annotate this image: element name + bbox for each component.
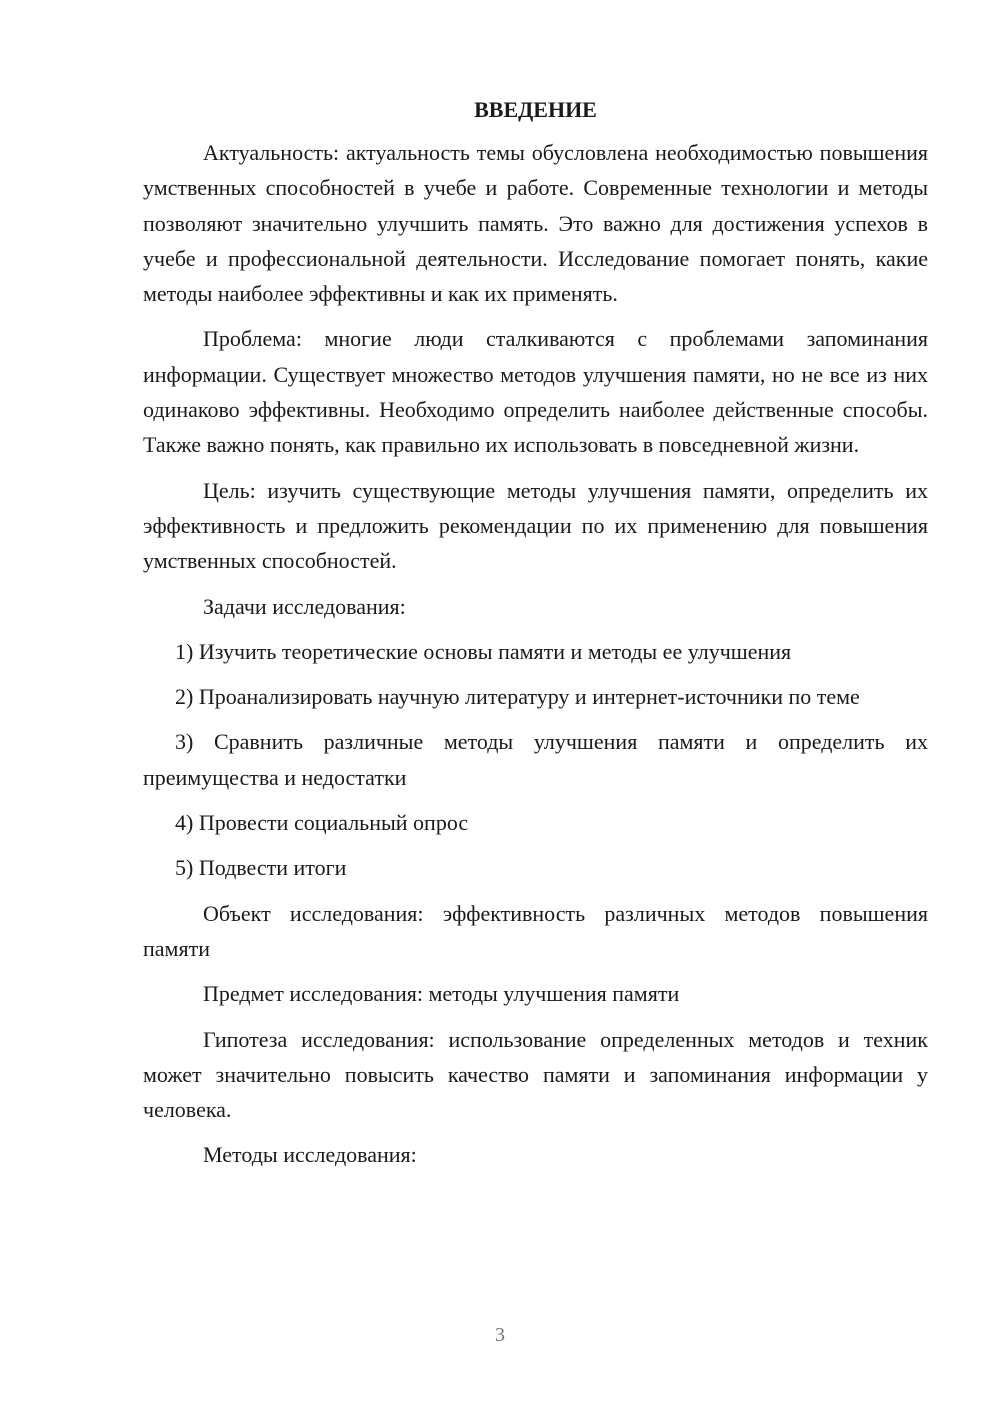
task-item: 2) Проанализировать научную литературу и интернет-источники по теме — [175, 684, 860, 710]
object-paragraph: Объект исследования: эффективность различных методов повышения памяти — [143, 900, 928, 961]
task-item: 5) Подвести итоги — [175, 855, 347, 881]
methods-heading: Методы исследования: — [203, 1142, 417, 1168]
task-item: 1) Изучить теоретические основы памяти и методы ее улучшения — [175, 638, 792, 664]
relevance-paragraph: Актуальность: актуальность темы обусловлена необходимостью повышения умственных способностей в учебе и работе. Современные технологии и методы позволяют значительно улучшить память. Это важно для достижения успехов в учебе и профессиональной деятельности. Исследование помогает понять, какие методы наиболее эффективны и как их применять. — [143, 140, 928, 307]
tasks-heading: Задачи исследования: — [203, 593, 406, 619]
page-number: 3 — [495, 1324, 505, 1346]
task-item: 4) Провести социальный опрос — [175, 810, 469, 836]
tasks-list — [143, 634, 928, 886]
goal-paragraph: Цель: изучить существующие методы улучшения памяти, определить их эффективность и предложить рекомендации по их применению для повышения умственных способностей. — [143, 477, 928, 574]
problem-paragraph: Проблема: многие люди сталкиваются с проблемами запоминания информации. Существует множество методов улучшения памяти, но не все из них одинаково эффективны. Необходимо определить наиболее действенные способы. Также важно понять, как правильно их использовать в повседневной жизни. — [143, 326, 928, 458]
hypothesis-paragraph: Гипотеза исследования: использование определенных методов и техник может значительно повысить качество памяти и запоминания информации у человека. — [143, 1026, 928, 1123]
document-page — [143, 92, 928, 1183]
subject-paragraph: Предмет исследования: методы улучшения памяти — [203, 981, 680, 1007]
section-title: ВВЕДЕНИЕ — [474, 97, 597, 122]
task-item: 3) Сравнить различные методы улучшения памяти и определить их преимущества и недостатки — [143, 729, 928, 790]
